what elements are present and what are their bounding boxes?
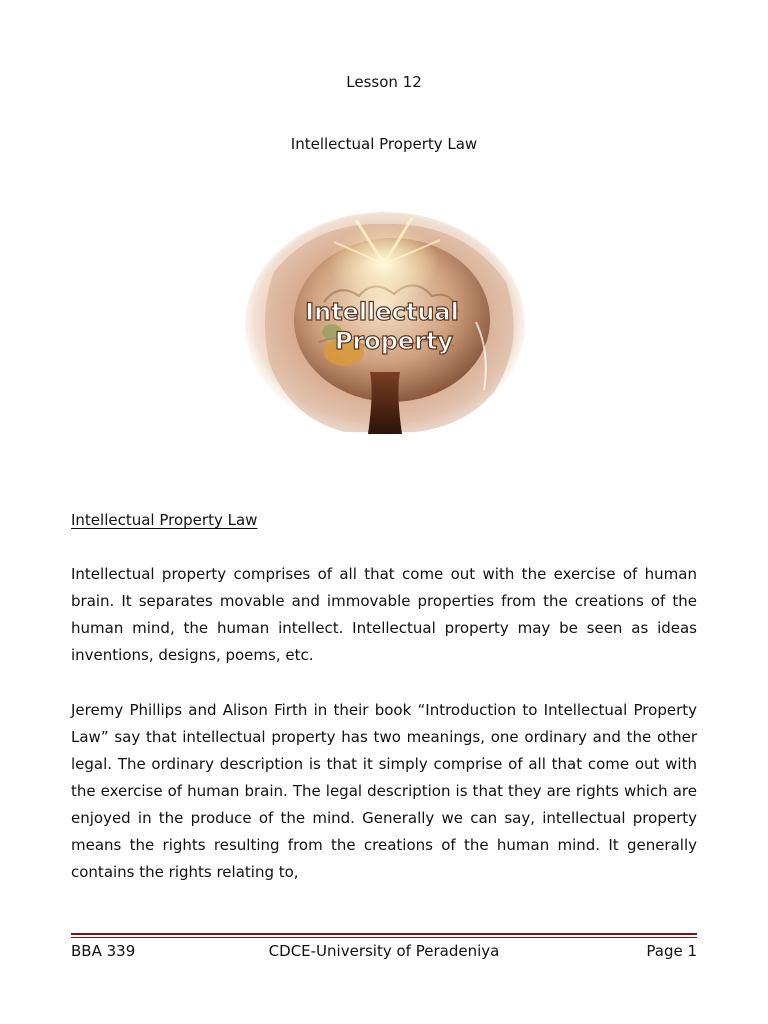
body-paragraph: Intellectual property comprises of all that come out with the exercise of human brain. It separates movable and immovable properties from the creations of the human mind, the human intellect. Intellectual property may be seen as ideas inventions, designs, poems, etc. [71, 565, 697, 664]
section-heading: Intellectual Property Law [71, 511, 258, 529]
footer-divider-thin [71, 937, 697, 938]
lesson-number: Lesson 12 [346, 73, 422, 91]
illustration-caption-line-2: Property [334, 327, 454, 355]
footer-course-code: BBA 339 [71, 942, 136, 960]
footer-institution: CDCE-University of Peradeniya [268, 942, 500, 960]
footer-divider [71, 933, 697, 935]
body-paragraph: Jeremy Phillips and Alison Firth in their book “Introduction to Intellectual Property Law” say that intellectual property has two meanings, one ordinary and the other legal. The ordinary description is that it simply comprise of all that come out with the exercise of human brain. The legal description is that they are rights which are enjoyed in the produce of the mind. Generally we can say, intellectual property means the rights resulting from the creations of the human mind. It generally contains the rights relating to, [71, 701, 697, 881]
illustration-caption-line-1: Intellectual [305, 298, 459, 326]
footer-page-number: Page 1 [646, 942, 697, 960]
intellectual-property-illustration [244, 212, 526, 444]
page-title: Intellectual Property Law [290, 135, 478, 153]
